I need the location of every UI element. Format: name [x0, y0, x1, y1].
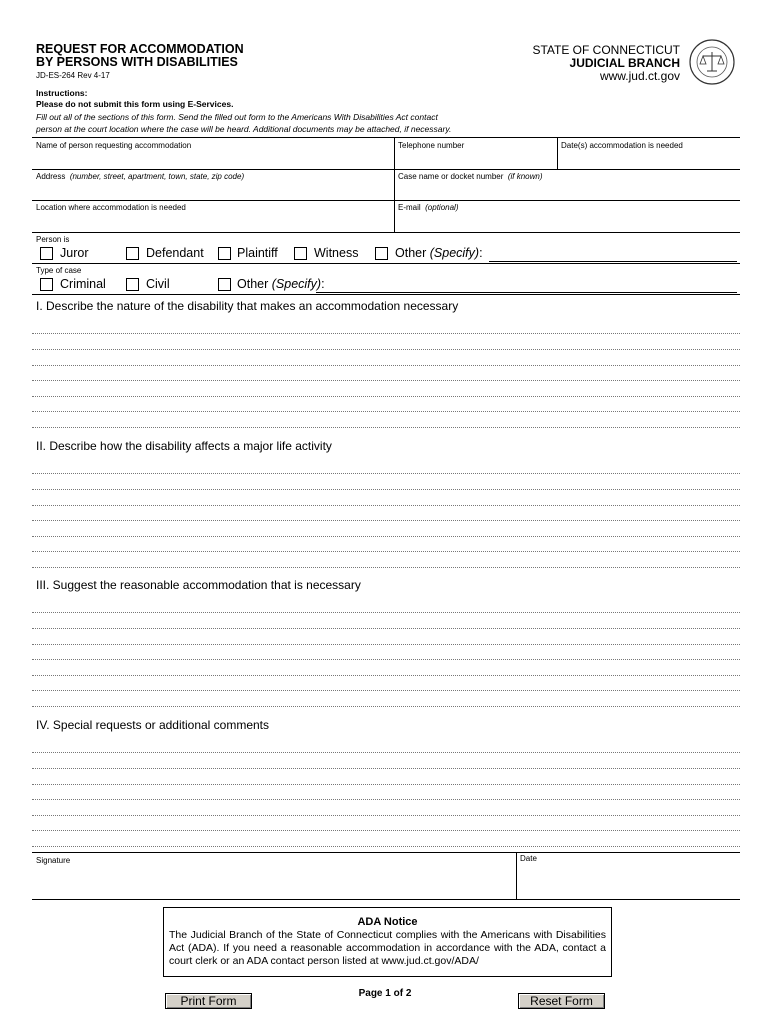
section-2-title: II. Describe how the disability affects a major life activity — [36, 439, 332, 453]
state-name: STATE OF CONNECTICUT — [532, 43, 680, 57]
instructions-line1: Fill out all of the sections of this form. Send the filled out form to the Americans With Disabilities Act contact — [36, 112, 438, 122]
civil-label: Civil — [146, 277, 170, 291]
phone-label: Telephone number — [398, 141, 465, 150]
instructions-bold: Please do not submit this form using E-Services. — [36, 99, 234, 109]
case-label: Case name or docket number (if known) — [398, 172, 543, 181]
section-2-textarea[interactable] — [32, 458, 740, 570]
section-1-title: I. Describe the nature of the disability that makes an accommodation necessary — [36, 299, 459, 313]
print-form-button[interactable]: Print Form — [165, 993, 252, 1009]
instructions-line2: person at the court location where the case will be heard. Additional documents may be attached, if necessary. — [36, 124, 452, 134]
email-label: E-mail (optional) — [398, 203, 459, 212]
dates-field[interactable] — [559, 151, 738, 167]
criminal-checkbox[interactable] — [40, 278, 53, 291]
page-number: Page 1 of 2 — [358, 988, 412, 999]
email-field[interactable] — [396, 213, 738, 230]
ada-notice-text: The Judicial Branch of the State of Connecticut complies with the Americans with Disabilities Act (ADA). If you need a reasonable accommodation in accordance with the ADA, contact a court clerk or an ADA contact person listed at www.jud.ct.gov/ADA/ — [169, 929, 606, 967]
branch-name: JUDICIAL BRANCH — [569, 56, 680, 70]
reset-form-button[interactable]: Reset Form — [518, 993, 605, 1009]
ada-notice-title: ADA Notice — [357, 916, 418, 928]
name-field[interactable] — [34, 151, 392, 167]
signature-date-label: Date — [520, 854, 537, 863]
signature-field[interactable] — [34, 866, 514, 897]
location-field[interactable] — [34, 213, 392, 230]
juror-label: Juror — [60, 246, 89, 260]
other-case-label: Other (Specify): — [237, 277, 325, 291]
witness-label: Witness — [314, 246, 359, 260]
instructions-heading: Instructions: — [36, 88, 88, 98]
defendant-label: Defendant — [146, 246, 204, 260]
section-3-textarea[interactable] — [32, 597, 740, 709]
section-4-textarea[interactable] — [32, 737, 740, 849]
phone-field[interactable] — [396, 151, 555, 167]
section-3-title: III. Suggest the reasonable accommodation that is necessary — [36, 578, 361, 592]
other-case-specify-field[interactable] — [316, 292, 737, 293]
other-person-specify-field[interactable] — [489, 261, 737, 262]
ada-notice-box — [163, 907, 612, 977]
case-field[interactable] — [396, 182, 738, 198]
form-title-line1: REQUEST FOR ACCOMMODATION — [36, 42, 244, 56]
form-title-line2: BY PERSONS WITH DISABILITIES — [36, 55, 238, 69]
signature-label: Signature — [36, 856, 71, 865]
judicial-seal-icon — [688, 38, 736, 86]
signature-date-field[interactable] — [518, 866, 738, 897]
plaintiff-label: Plaintiff — [237, 246, 278, 260]
person-label: Person is — [36, 235, 70, 244]
defendant-checkbox[interactable] — [126, 247, 139, 260]
address-label: Address (number, street, apartment, town, state, zip code) — [36, 172, 245, 181]
juror-checkbox[interactable] — [40, 247, 53, 260]
plaintiff-checkbox[interactable] — [218, 247, 231, 260]
form-id: JD-ES-264 Rev 4-17 — [36, 71, 110, 80]
section-4-title: IV. Special requests or additional comments — [36, 718, 270, 732]
address-field[interactable] — [34, 182, 392, 198]
other-person-label: Other (Specify): — [395, 246, 483, 260]
name-label: Name of person requesting accommodation — [36, 141, 192, 150]
section-1-textarea[interactable] — [32, 318, 740, 430]
other-case-checkbox[interactable] — [218, 278, 231, 291]
civil-checkbox[interactable] — [126, 278, 139, 291]
website: www.jud.ct.gov — [599, 69, 680, 83]
dates-label: Date(s) accommodation is needed — [561, 141, 683, 150]
criminal-label: Criminal — [60, 277, 106, 291]
other-person-checkbox[interactable] — [375, 247, 388, 260]
location-label: Location where accommodation is needed — [36, 203, 186, 212]
case-type-label: Type of case — [36, 266, 82, 275]
witness-checkbox[interactable] — [294, 247, 307, 260]
